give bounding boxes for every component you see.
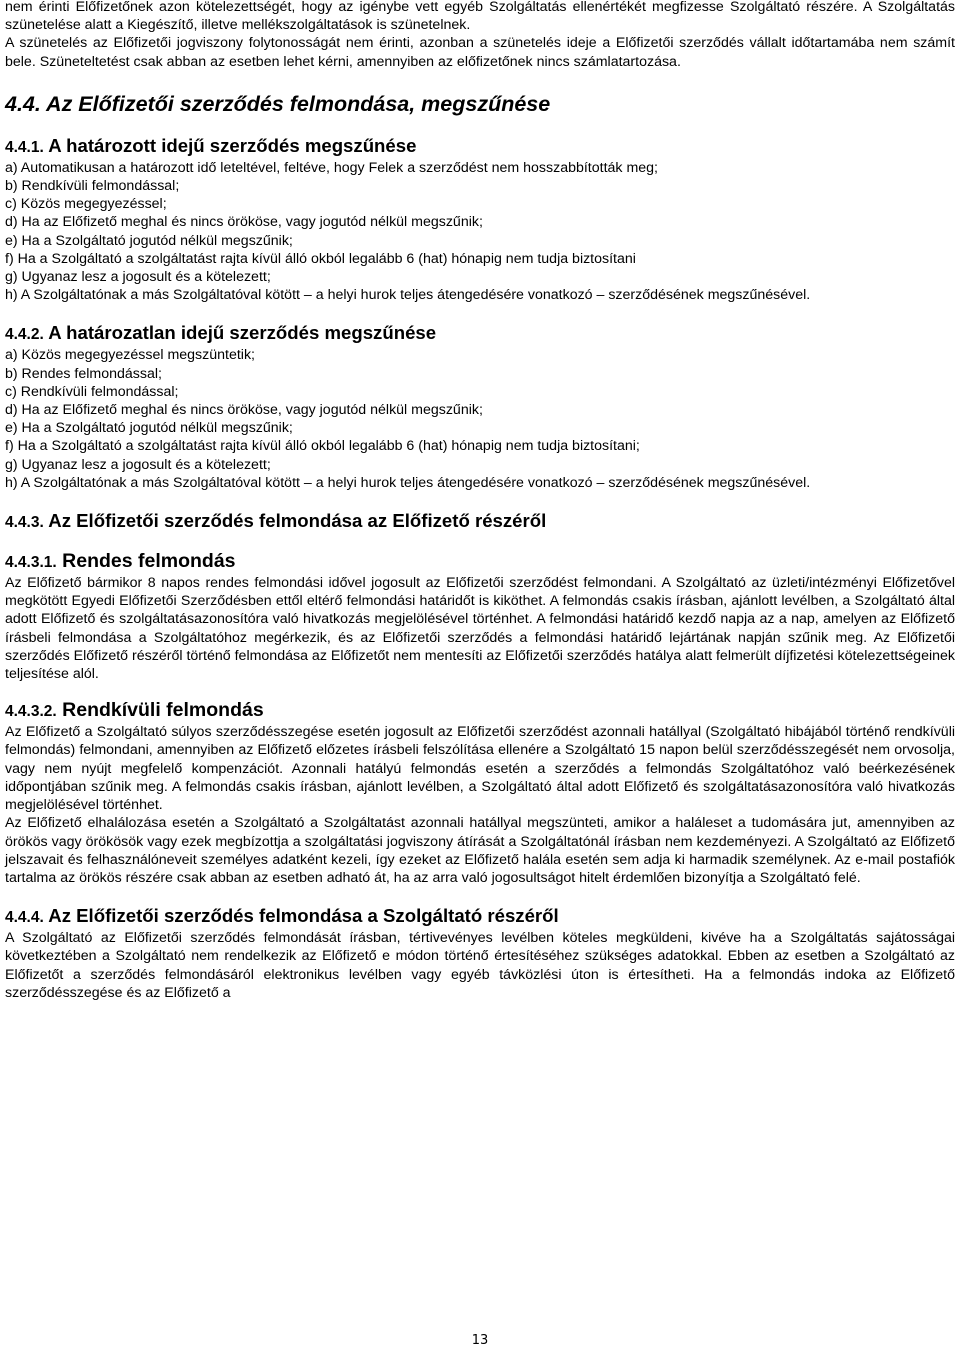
intro-block [5,0,955,71]
section-heading-4-4: 4.4. Az Előfizetői szerződés felmondása, megszűnése [5,91,551,116]
section-heading-4-4-1: 4.4.1. A határozott idejű szerződés megszűnése [5,134,417,156]
body-paragraph: Az Előfizető elhalálozása esetén a Szolgáltató a Szolgáltatást azonnali hatállyal megszünteti, amikor a haláleset a tudomására jut, amennyiben az örökös vagy örökösök vagy ezek megbízottja a szolgáltatási jogviszony átírását a Szolgáltatónál írásban nem kezdeményezi. A Szolgáltató az Előfizető jelszavait és felhasználóneveit személyes adatként kezeli, így ezeket az Előfizető halála esetén sem adja ki harmadik személynek. Az e-mail postafiók tartalma az örökös részére csak abban az esetben adható át, ha az arra való jogosultságot hitelt érdemlően bizonyítja a Szolgáltató felé. [5,815,955,886]
body-paragraph: Az Előfizető a Szolgáltató súlyos szerződésszegése esetén jogosult az Előfizetői szerződést azonnali hatállyal (Szolgáltató hibájából történő rendkívüli felmondás) felmondani, amennyiben az Előfizető előzetes írásbeli felszólítása ellenére a Szolgáltató 15 napon belül szerződésszegését nem orvosolja, vagy nem nyújt megfelelő kompenzációt. Azonnali hatályú felmondás esetén a szerződés a felmondás Szolgáltatóhoz való beérkezésének időpontjában szűnik meg. A felmondás csakis írásban, ajánlott levélben, a Szolgáltató által adott Előfizető és szolgáltatásazonosítóra való hivatkozás megjelölésével történhet. [5,724,955,814]
list-item: b) Rendkívüli felmondással; [5,178,180,195]
body-4-4-3-2 [5,723,955,887]
section-heading-4-4-4: 4.4.4. Az Előfizetői szerződés felmondása a Szolgáltató részéről [5,905,559,927]
section-heading-4-4-3-1: 4.4.3.1. Rendes felmondás [5,550,236,573]
list-item: c) Közös megegyezéssel; [5,196,167,213]
list-item: c) Rendkívüli felmondással; [5,383,179,400]
list-item: h) A Szolgáltatónak a más Szolgáltatóval kötött – a helyi hurok teljes átengedésére vonatkozó – szerződésének megszűnésével. [5,474,811,491]
body-paragraph: A Szolgáltató az Előfizetői szerződés felmondását írásban, tértivevényes levélben köteles megküldeni, kivéve ha a Szolgáltatás sajátosságai következtében a Szolgáltató nem rendelkezik az Előfizető e módon történő értesítéséhez szükséges adatokkal. Ebben az esetben a Szolgáltató az Előfizetőt a szerződés felmondásáról elektronikus levélben vagy egyéb távközlési úton is értesítheti. Ha a felmondás indoka az Előfizető szerződésszegése és az Előfizető a [5,930,955,1001]
section-heading-4-4-3: 4.4.3. Az Előfizetői szerződés felmondása az Előfizető részéről [5,510,547,532]
intro-paragraph: nem érinti Előfizetőnek azon kötelezettségét, hogy az igénybe vett egyéb Szolgáltatás ellenértékét megfizesse Szolgáltató részére. A Szolgáltatás szünetelése alatt a Kiegészítő, illetve mellékszolgáltatások is szünetelnek. [5,0,955,34]
intro-paragraph: A szünetelés az Előfizetői jogviszony folytonosságát nem érinti, azonban a szünetelés ideje a Előfizetői szerződés vállalt időtartamába nem számít bele. Szüneteltetést csak abban az esetben lehet kérni, amennyiben az előfizetőnek nincs számlatartozása. [5,35,955,70]
page-number: 13 [471,1333,489,1348]
list-item: e) Ha a Szolgáltató jogutód nélkül megszűnik; [5,420,293,437]
list-4-4-2 [5,346,955,492]
list-item: b) Rendes felmondással; [5,365,162,382]
list-item: g) Ugyanaz lesz a jogosult és a kötelezett; [5,269,271,286]
section-heading-4-4-2: 4.4.2. A határozatlan idejű szerződés megszűnése [5,322,437,344]
body-4-4-4 [5,929,955,1002]
section-heading-4-4-3-2: 4.4.3.2. Rendkívüli felmondás [5,699,264,722]
list-item: d) Ha az Előfizető meghal és nincs örököse, vagy jogutód nélkül megszűnik; [5,402,483,419]
body-4-4-3-1 [5,574,955,683]
list-4-4-1 [5,159,955,305]
list-item: f) Ha a Szolgáltató a szolgáltatást rajta kívül álló okból legalább 6 (hat) hónapig nem tudja biztosítani [5,250,636,267]
list-item: a) Közös megegyezéssel megszüntetik; [5,347,255,364]
document-page [5,0,955,1002]
list-item: g) Ugyanaz lesz a jogosult és a kötelezett; [5,456,271,473]
list-item: e) Ha a Szolgáltató jogutód nélkül megszűnik; [5,232,293,249]
list-item: a) Automatikusan a határozott idő leteltével, feltéve, hogy Felek a szerződést nem hosszabbították meg; [5,159,658,176]
list-item: h) A Szolgáltatónak a más Szolgáltatóval kötött – a helyi hurok teljes átengedésére vonatkozó – szerződésének megszűnésével. [5,287,811,304]
body-paragraph: Az Előfizető bármikor 8 napos rendes felmondási idővel jogosult az Előfizetői szerződést felmondani. A Szolgáltató az üzleti/intézményi Előfizetővel megkötött Egyedi Előfizetői Szerződésben ettől eltérő felmondási határidőt is kiköthet. A felmondás csakis írásban, ajánlott levélben, a Szolgáltató által adott Előfizető és szolgáltatásazonosítóra való hivatkozás megjelölésével történhet. A felmondási határidő kezdő napja az a nap, amelyen az Előfizető írásbeli felmondása a Szolgáltatóhoz megérkezik, és az Előfizetői szerződés a felmondási határidő lejártának napján szűnik meg. Az Előfizetői szerződés Előfizető részéről történő felmondása az Előfizetőt nem mentesíti az Előfizetői szerződés hatálya alatt felmerült díjfizetési kötelezettségeinek teljesítése alól. [5,575,955,683]
list-item: d) Ha az Előfizető meghal és nincs örököse, vagy jogutód nélkül megszűnik; [5,214,483,231]
list-item: f) Ha a Szolgáltató a szolgáltatást rajta kívül álló okból legalább 6 (hat) hónapig nem tudja biztosítani; [5,438,640,455]
